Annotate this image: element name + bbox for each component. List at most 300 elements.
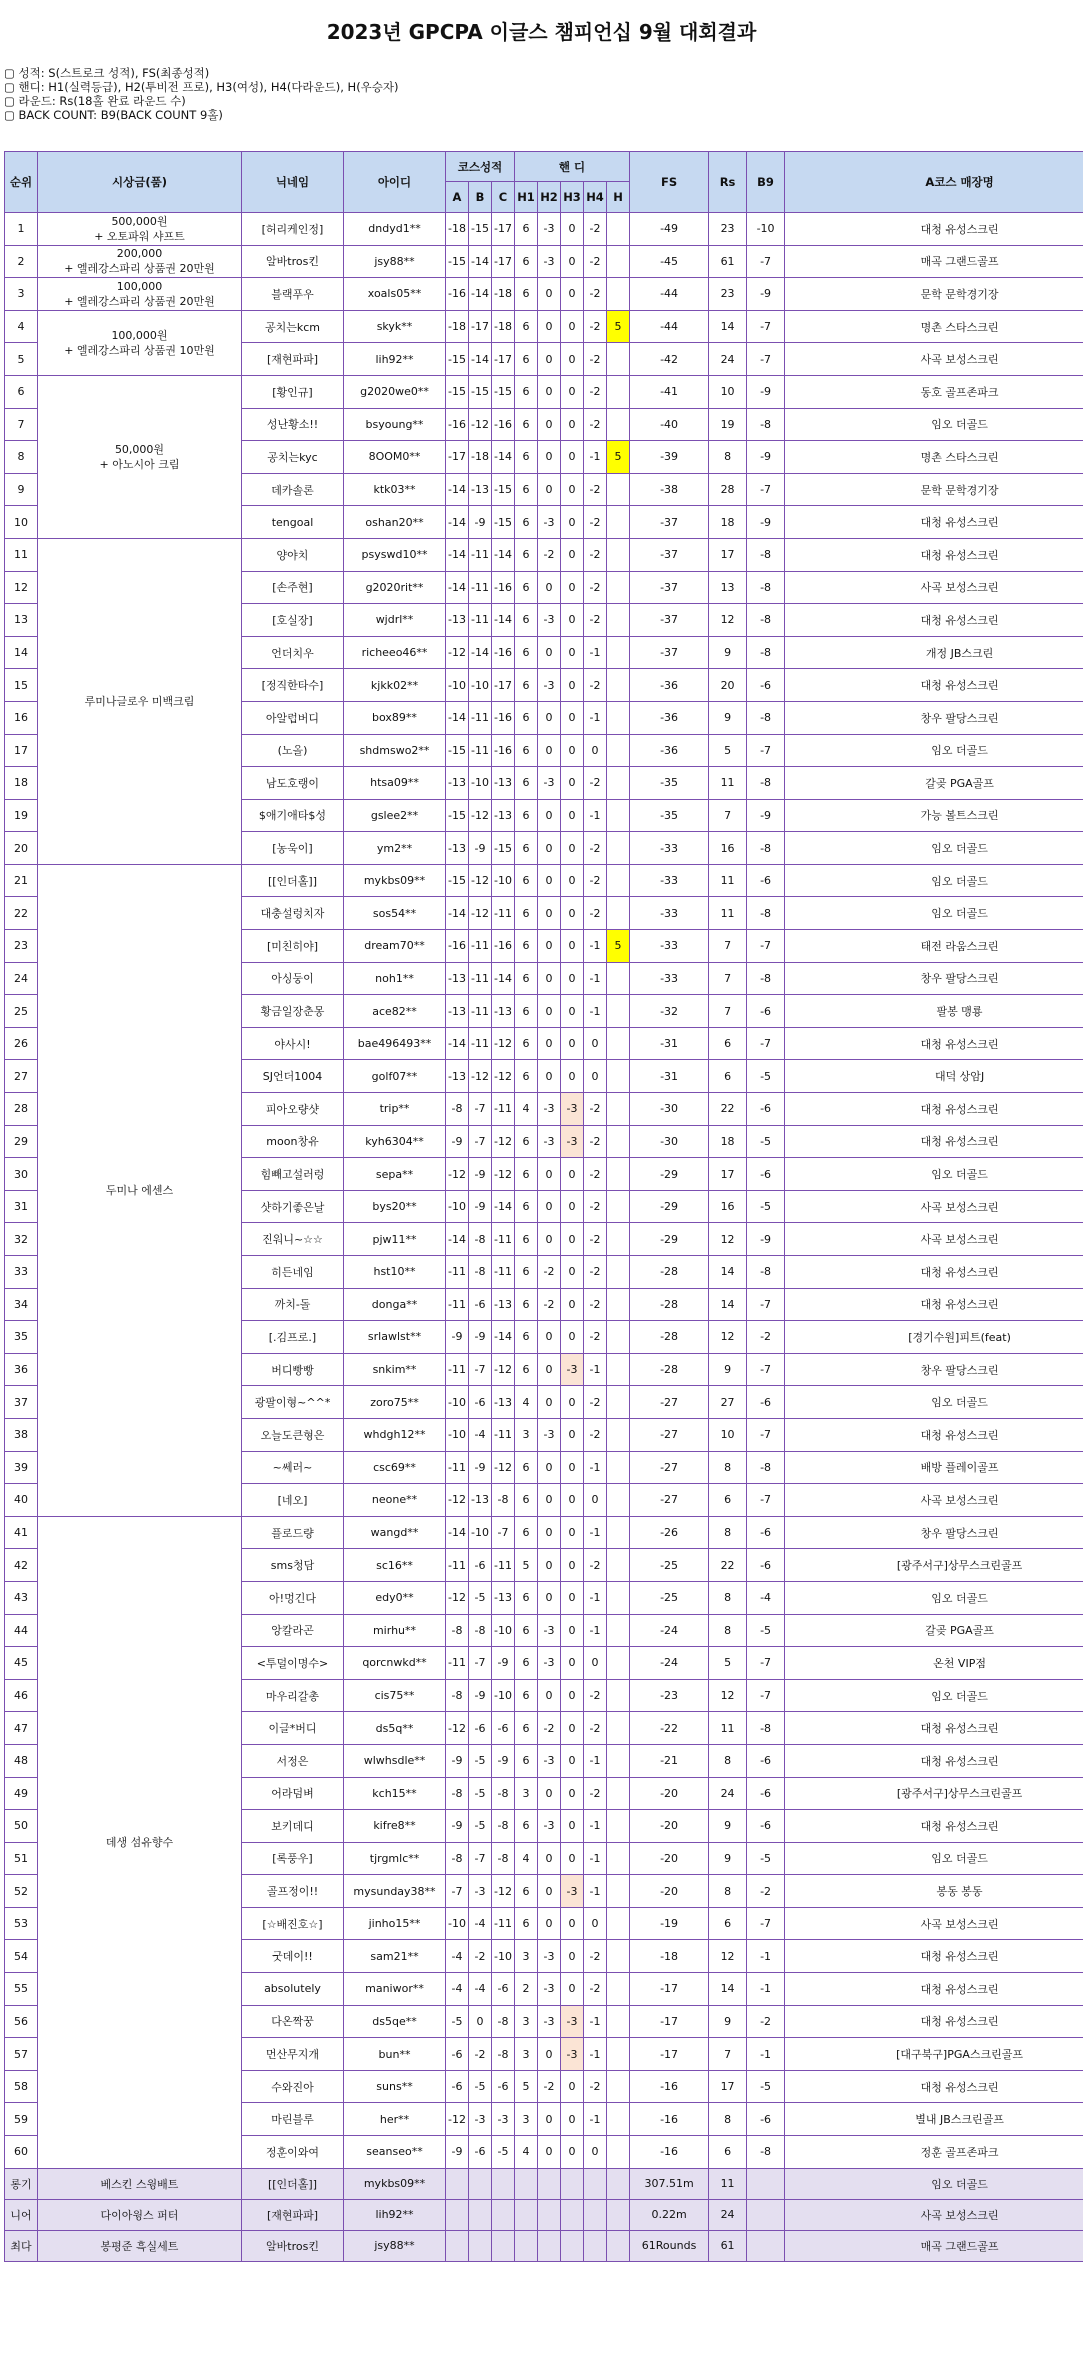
b9-cell: -8 [747,962,785,995]
h1-cell: 6 [515,408,538,441]
h3-cell: 0 [561,1777,584,1810]
rank-cell: 60 [5,2136,38,2169]
h-cell [607,1288,630,1321]
h-cell [607,1875,630,1908]
fs-cell: -39 [630,441,709,474]
user-id-cell: bun** [344,2038,446,2071]
store-cell: 대청 유성스크린 [785,1744,1083,1777]
fs-cell: -42 [630,343,709,376]
h1-cell: 4 [515,1842,538,1875]
h2-cell: -3 [538,506,561,539]
h-cell [607,1256,630,1289]
user-id-cell: g2020we0** [344,375,446,408]
score-b-cell: -7 [469,1842,492,1875]
score-c-cell: -12 [492,1027,515,1060]
store-cell: 임오 더골드 [785,1386,1083,1419]
h-cell [607,375,630,408]
h-cell [607,1418,630,1451]
h-cell: 5 [607,441,630,474]
rank-cell: 2 [5,245,38,278]
b9-cell: -5 [747,1842,785,1875]
header-prize: 시상금(품) [38,152,242,213]
fs-cell: -45 [630,245,709,278]
score-a-cell: -12 [446,1712,469,1745]
h2-cell: 0 [538,1321,561,1354]
b9-cell: -2 [747,1875,785,1908]
nickname-cell: 알바tros킨 [242,245,344,278]
nickname-cell: [미친히야] [242,930,344,963]
h4-cell: -2 [584,408,607,441]
h-cell [607,1712,630,1745]
header-fs: FS [630,152,709,213]
empty-cell [584,2230,607,2261]
h2-cell: -3 [538,1647,561,1680]
rs-cell: 23 [709,278,747,311]
h1-cell: 6 [515,962,538,995]
score-a-cell: -11 [446,1549,469,1582]
h4-cell: -2 [584,245,607,278]
h-cell [607,506,630,539]
store-cell: 임오 더골드 [785,864,1083,897]
h1-cell: 6 [515,1614,538,1647]
rank-cell: 44 [5,1614,38,1647]
score-c-cell: -15 [492,506,515,539]
empty-cell [538,2230,561,2261]
h4-cell: -2 [584,310,607,343]
h2-cell: 0 [538,995,561,1028]
h4-cell: 0 [584,1647,607,1680]
score-b-cell: -9 [469,1158,492,1191]
user-id-cell: gslee2** [344,799,446,832]
user-id-cell: wjdrl** [344,604,446,637]
user-id-cell: ym2** [344,832,446,865]
h1-cell: 6 [515,441,538,474]
rs-cell: 9 [709,2005,747,2038]
store-cell: 임오 더골드 [785,1679,1083,1712]
rs-cell: 6 [709,1907,747,1940]
score-a-cell: -10 [446,1418,469,1451]
h3-cell: 0 [561,1581,584,1614]
score-c-cell: -17 [492,245,515,278]
b9-cell: -8 [747,832,785,865]
b9-cell: -6 [747,1516,785,1549]
h1-cell: 3 [515,2038,538,2071]
store-cell: 별내 JB스크린골프 [785,2103,1083,2136]
store-cell: 대청 유성스크린 [785,1093,1083,1126]
h4-cell: -2 [584,1158,607,1191]
b9-cell: -7 [747,343,785,376]
b9-cell: -6 [747,864,785,897]
results-body [5,213,1083,2262]
rs-cell: 10 [709,375,747,408]
score-b-cell: -8 [469,1256,492,1289]
h1-cell: 6 [515,701,538,734]
score-c-cell: -14 [492,441,515,474]
user-id-cell: sos54** [344,897,446,930]
score-b-cell: -4 [469,1907,492,1940]
score-a-cell: -4 [446,1940,469,1973]
store-cell: 동호 골프존파크 [785,375,1083,408]
store-cell: 창우 팔당스크린 [785,1516,1083,1549]
rs-cell: 18 [709,506,747,539]
h3-cell: -3 [561,2005,584,2038]
h2-cell: 0 [538,2038,561,2071]
h1-cell: 3 [515,1777,538,1810]
h4-cell: -2 [584,1256,607,1289]
prize-line: + 아노시아 크림 [99,457,180,471]
h3-cell: 0 [561,1679,584,1712]
table-row [5,538,1083,571]
score-b-cell: -14 [469,245,492,278]
h-cell [607,1060,630,1093]
user-id-cell: kjkk02** [344,669,446,702]
h3-cell: 0 [561,213,584,246]
b9-cell: -5 [747,1125,785,1158]
score-c-cell: -16 [492,701,515,734]
score-a-cell: -8 [446,1679,469,1712]
user-id-cell: mykbs09** [344,2168,446,2199]
h-cell [607,669,630,702]
nickname-cell: SJ언더1004 [242,1060,344,1093]
h2-cell: 0 [538,1060,561,1093]
h2-cell: -3 [538,1810,561,1843]
prize-cell [38,864,242,1516]
h1-cell: 6 [515,571,538,604]
rank-cell: 4 [5,310,38,343]
rs-cell: 8 [709,1451,747,1484]
award-row [5,2199,1083,2230]
store-cell: [경기수원]피트(feat) [785,1321,1083,1354]
h2-cell: -3 [538,1940,561,1973]
h1-cell: 2 [515,1973,538,2006]
h4-cell: -2 [584,1386,607,1419]
h3-cell: -3 [561,1125,584,1158]
fs-cell: -20 [630,1810,709,1843]
user-id-cell: maniwor** [344,1973,446,2006]
fs-cell: -27 [630,1484,709,1517]
h-cell [607,1451,630,1484]
nickname-cell: 광팔이형~^^* [242,1386,344,1419]
h2-cell: 0 [538,408,561,441]
rs-cell: 12 [709,1940,747,1973]
h2-cell: -2 [538,1288,561,1321]
nickname-cell: [황인규] [242,375,344,408]
b9-cell: -7 [747,930,785,963]
store-cell: 임오 더골드 [785,734,1083,767]
b9-cell: -8 [747,538,785,571]
rank-cell: 52 [5,1875,38,1908]
score-c-cell: -11 [492,1418,515,1451]
h-cell [607,767,630,800]
prize-cell [38,1516,242,2168]
empty-cell [515,2199,538,2230]
score-b-cell: -17 [469,310,492,343]
h3-cell: 0 [561,408,584,441]
h1-cell: 6 [515,213,538,246]
b9-cell: -6 [747,1777,785,1810]
prize-line: + 오토파워 샤프트 [94,229,185,243]
rs-cell: 12 [709,1321,747,1354]
h1-cell: 6 [515,473,538,506]
rs-cell: 6 [709,2136,747,2169]
user-id-cell: kch15** [344,1777,446,1810]
rs-cell: 11 [709,767,747,800]
user-id-cell: ds5q** [344,1712,446,1745]
score-a-cell: -10 [446,669,469,702]
fs-cell: -27 [630,1386,709,1419]
rank-cell: 7 [5,408,38,441]
fs-cell: -28 [630,1256,709,1289]
nickname-cell: 아싱둥이 [242,962,344,995]
score-c-cell: -9 [492,1744,515,1777]
score-a-cell: -9 [446,1810,469,1843]
rank-cell: 45 [5,1647,38,1680]
h3-cell: 0 [561,441,584,474]
h2-cell: -2 [538,1256,561,1289]
b9-cell: -6 [747,1158,785,1191]
store-cell: [대구북구]PGA스크린골프 [785,2038,1083,2071]
award-prize-cell: 베스킨 스윙배트 [38,2168,242,2199]
h3-cell: 0 [561,1321,584,1354]
store-cell: [광주서구]상무스크린골프 [785,1777,1083,1810]
b9-cell: -7 [747,1418,785,1451]
h4-cell: 0 [584,734,607,767]
h4-cell: -1 [584,441,607,474]
user-id-cell: dream70** [344,930,446,963]
b9-cell [747,2230,785,2261]
h1-cell: 6 [515,310,538,343]
rs-cell: 13 [709,571,747,604]
rank-cell: 28 [5,1093,38,1126]
user-id-cell: bsyoung** [344,408,446,441]
score-a-cell: -9 [446,1125,469,1158]
store-cell: 대청 유성스크린 [785,1125,1083,1158]
store-cell: 대청 유성스크린 [785,1027,1083,1060]
score-b-cell: -14 [469,343,492,376]
award-prize-cell: 봉평준 흑실세트 [38,2230,242,2261]
h-cell [607,864,630,897]
h4-cell: -2 [584,1777,607,1810]
empty-cell [584,2199,607,2230]
h1-cell: 6 [515,930,538,963]
empty-cell [446,2168,469,2199]
header-course-score: 코스성적 [446,152,515,182]
user-id-cell: shdmswo2** [344,734,446,767]
h3-cell: 0 [561,1973,584,2006]
nickname-cell: 앙칼라곤 [242,1614,344,1647]
h3-cell: 0 [561,832,584,865]
rank-cell: 3 [5,278,38,311]
h1-cell: 6 [515,832,538,865]
b9-cell: -5 [747,1190,785,1223]
nickname-cell: 언더치우 [242,636,344,669]
fs-cell: -33 [630,962,709,995]
h4-cell: -2 [584,1679,607,1712]
award-row [5,2168,1083,2199]
h4-cell: -2 [584,473,607,506]
score-c-cell: -12 [492,1158,515,1191]
score-b-cell: -11 [469,734,492,767]
h2-cell: 0 [538,1581,561,1614]
rank-cell: 51 [5,1842,38,1875]
score-a-cell: -11 [446,1451,469,1484]
h-cell [607,636,630,669]
b9-cell: -8 [747,1712,785,1745]
nickname-cell: [허리케인정] [242,213,344,246]
prize-line: 500,000원 [111,214,168,228]
h3-cell: -3 [561,1353,584,1386]
score-a-cell: -15 [446,734,469,767]
fs-cell: -16 [630,2103,709,2136]
h3-cell: 0 [561,604,584,637]
score-a-cell: -18 [446,310,469,343]
user-id-cell: bys20** [344,1190,446,1223]
score-c-cell: -14 [492,1321,515,1354]
rs-cell: 11 [709,1712,747,1745]
score-a-cell: -8 [446,1842,469,1875]
fs-cell: -33 [630,897,709,930]
user-id-cell: seanseo** [344,2136,446,2169]
rank-cell: 39 [5,1451,38,1484]
store-cell: 사곡 보성스크린 [785,2199,1083,2230]
fs-cell: -44 [630,310,709,343]
empty-cell [607,2199,630,2230]
fs-cell: -33 [630,832,709,865]
store-cell: 창우 팔당스크린 [785,962,1083,995]
score-b-cell: -11 [469,604,492,637]
h-cell [607,1907,630,1940]
user-id-cell: skyk** [344,310,446,343]
score-c-cell: -16 [492,408,515,441]
h1-cell: 6 [515,1712,538,1745]
h2-cell: 0 [538,2136,561,2169]
nickname-cell: 다온짝꿍 [242,2005,344,2038]
rank-cell: 20 [5,832,38,865]
h3-cell: 0 [561,897,584,930]
h-cell [607,408,630,441]
h3-cell: 0 [561,1712,584,1745]
h-cell [607,1973,630,2006]
nickname-cell: 굿데이!! [242,1940,344,1973]
h-cell [607,1353,630,1386]
h3-cell: 0 [561,1158,584,1191]
nickname-cell: 데카솔론 [242,473,344,506]
legend-notes [4,66,399,122]
user-id-cell: g2020rit** [344,571,446,604]
h4-cell: -2 [584,343,607,376]
prize-line: 100,000 [116,279,163,293]
h2-cell: 0 [538,1907,561,1940]
fs-cell: -26 [630,1516,709,1549]
fs-cell: -23 [630,1679,709,1712]
fs-cell: -25 [630,1581,709,1614]
nickname-cell: 오늘도큰형은 [242,1418,344,1451]
score-c-cell: -3 [492,2103,515,2136]
award-type-cell: 최다 [5,2230,38,2261]
fs-cell: -36 [630,669,709,702]
score-a-cell: -13 [446,995,469,1028]
rank-cell: 57 [5,2038,38,2071]
h4-cell: -2 [584,1190,607,1223]
prize-line: 루미나글로우 미백크림 [84,694,195,708]
h3-cell: 0 [561,473,584,506]
h1-cell: 6 [515,1647,538,1680]
rank-cell: 13 [5,604,38,637]
store-cell: 대청 유성스크린 [785,538,1083,571]
nickname-cell: [[인더홀]] [242,864,344,897]
h-cell [607,2103,630,2136]
score-c-cell: -12 [492,1060,515,1093]
h2-cell: 0 [538,310,561,343]
score-b-cell: -5 [469,1810,492,1843]
score-a-cell: -15 [446,375,469,408]
b9-cell: -8 [747,408,785,441]
h1-cell: 6 [515,1288,538,1321]
rs-cell: 12 [709,604,747,637]
score-a-cell: -14 [446,701,469,734]
h2-cell: -2 [538,538,561,571]
b9-cell: -7 [747,1288,785,1321]
score-c-cell: -8 [492,1810,515,1843]
b9-cell [747,2168,785,2199]
fs-cell: -16 [630,2136,709,2169]
store-cell: 가능 볼트스크린 [785,799,1083,832]
b9-cell: -8 [747,636,785,669]
store-cell: 사곡 보성스크린 [785,343,1083,376]
award-record-cell: 307.51m [630,2168,709,2199]
b9-cell: -6 [747,995,785,1028]
h1-cell: 6 [515,375,538,408]
score-b-cell: -12 [469,799,492,832]
score-b-cell: -5 [469,1581,492,1614]
fs-cell: -37 [630,538,709,571]
user-id-cell: edy0** [344,1581,446,1614]
rs-cell: 18 [709,1125,747,1158]
user-id-cell: her** [344,2103,446,2136]
score-b-cell: -3 [469,1875,492,1908]
store-cell: 사곡 보성스크린 [785,571,1083,604]
store-cell: 사곡 보성스크린 [785,1484,1083,1517]
b9-cell: -10 [747,213,785,246]
h3-cell: 0 [561,278,584,311]
h2-cell: 0 [538,636,561,669]
header-handicap: 핸 디 [515,152,630,182]
page-title: 2023년 GPCPA 이글스 챔피언십 9월 대회결과 [326,20,757,44]
h1-cell: 6 [515,636,538,669]
h1-cell: 3 [515,1418,538,1451]
nickname-cell: 힘빼고설러렁 [242,1158,344,1191]
rank-cell: 6 [5,375,38,408]
h3-cell: 0 [561,930,584,963]
rs-cell: 16 [709,832,747,865]
b9-cell: -2 [747,2005,785,2038]
b9-cell: -6 [747,1810,785,1843]
h2-cell: 0 [538,375,561,408]
score-b-cell: -12 [469,897,492,930]
score-c-cell: -13 [492,995,515,1028]
award-record-cell: 61Rounds [630,2230,709,2261]
header-rank: 순위 [5,152,38,213]
user-id-cell: dndyd1** [344,213,446,246]
nickname-cell: 진워니~☆☆ [242,1223,344,1256]
h-cell [607,604,630,637]
nickname-cell: absolutely [242,1973,344,2006]
rs-cell: 9 [709,636,747,669]
score-b-cell: -6 [469,1712,492,1745]
h-cell [607,571,630,604]
store-cell: 갈곶 PGA골프 [785,1614,1083,1647]
score-b-cell: -8 [469,1614,492,1647]
